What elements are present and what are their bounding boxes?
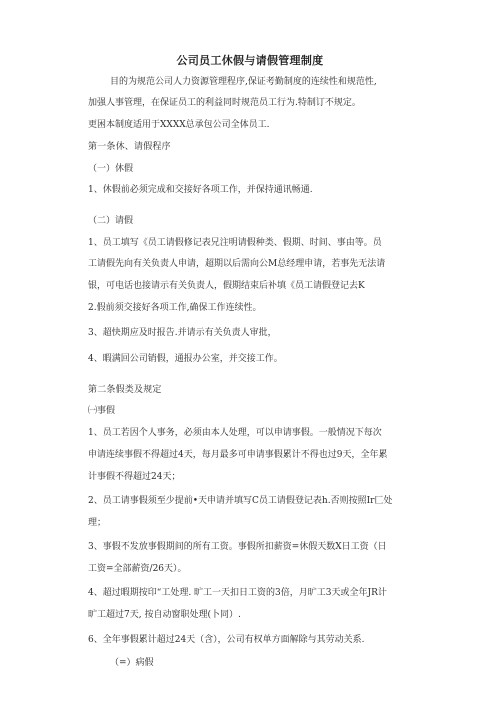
personal-leave-item-1-line-2: 申请连续事假不得超过4天，每月最多可申请事假累计不得也过9天，全年累 <box>88 450 388 460</box>
personal-leave-item-3-line-2: 工资=全部薪资/26天）。 <box>88 564 187 574</box>
leave-item-1-line-2: 工请假先向有关负责人申请，超期以后需向公M总经理申请，若事先无法请 <box>88 259 386 269</box>
personal-leave-item-1-line-1: 1、员工若因个人事务，必须由本人处理，可以申请事假。一般情况下每次 <box>88 428 382 438</box>
personal-leave-item-2-line-1: 2、员工请事假须至少提前•天申请并填写C员工请假登记表h.否则按照Ir匚处 <box>88 496 393 506</box>
section-vacation-heading: （一）休假 <box>88 164 134 174</box>
document-title: 公司员工休假与请假管理制度 <box>176 54 324 67</box>
leave-item-2: 2.假前须交接好各项工作,确保工作连续性。 <box>88 303 262 313</box>
personal-leave-heading: ㈠事假 <box>88 406 116 416</box>
personal-leave-item-3-line-1: 3、事假不发放事假期间的所有工资。事假所扣薪资=休假天数X日工资（日 <box>88 542 387 552</box>
leave-item-1-line-3: 银，可电话也接请示有关负责人，假期结束后补填《员工请假登记去K <box>88 281 365 291</box>
personal-leave-item-4-line-2: 旷工超过7天, 按自动窗职处理(卜同）. <box>88 610 241 620</box>
leave-item-4: 4、暇满回公司销假，通报办公室，并交接工作。 <box>88 354 283 364</box>
personal-leave-item-2-line-2: 理； <box>88 518 107 528</box>
vacation-item-1: 1、休假前必须完成和交接好各项工作，并保持通讯畅通. <box>88 185 313 195</box>
article-2-heading: 第二条假类及规定 <box>88 385 162 395</box>
scope-line: 更困本制度适用于XXXX总承包公司全体员工. <box>88 120 270 130</box>
purpose-line-2: 加强人事管理，在保证员工的利益同时规范员工行为.特制订不规定。 <box>88 98 361 108</box>
purpose-line-1: 目的为规范公司人力资源管理程序,保证考勤制度的连续性和规范性, <box>110 77 377 87</box>
personal-leave-item-4-line-1: 4、超过暇期按印“工处理. 旷工一天扣日工资的3倍，月旷工3天或全年JR计 <box>88 588 387 598</box>
personal-leave-item-6: 6、全年事假累计超过24天（含），公司有权单方面解除与其劳动关系. <box>88 635 365 645</box>
leave-item-3: 3、超快期应及时报告.并请示有关负责人审批， <box>88 328 277 338</box>
sick-leave-heading: （=）病假 <box>110 658 154 668</box>
section-leave-heading: （二）请假 <box>88 216 134 226</box>
personal-leave-item-1-line-3: 计事假不得超过24天； <box>88 472 181 482</box>
article-1-heading: 第一条休、请假程序 <box>88 142 171 152</box>
leave-item-1-line-1: 1、员工填写《员工请假修记表兄注明请假种类、假期、时间、事由等。员 <box>88 238 382 248</box>
